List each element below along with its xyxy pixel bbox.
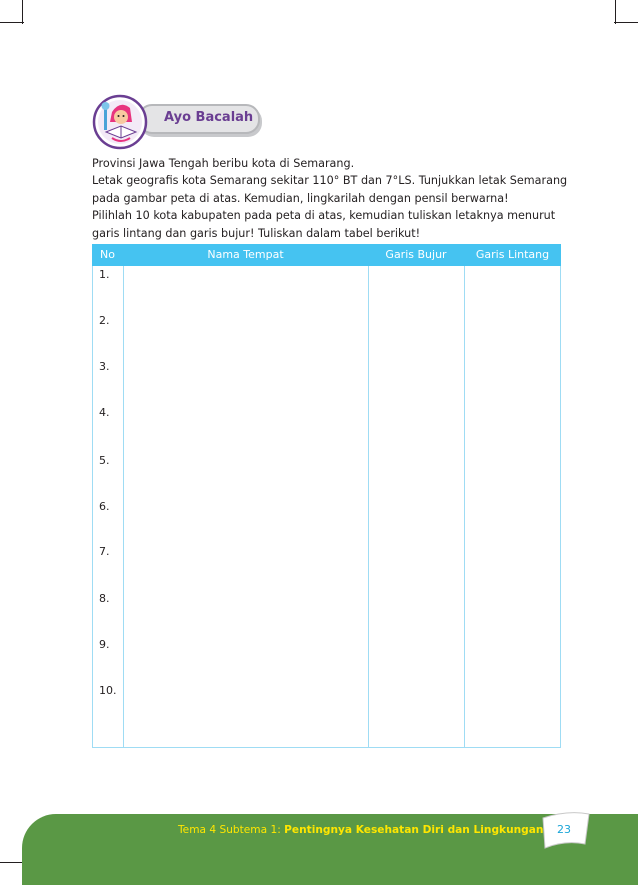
paragraph-line: pada gambar peta di atas. Kemudian, lingkarilah dengan pensil berwarna! — [92, 191, 509, 205]
row-number: 2. — [99, 314, 110, 327]
row-number: 7. — [99, 545, 110, 558]
row-number: 10. — [99, 684, 117, 697]
paragraph-line: Pilihlah 10 kota kabupaten pada peta di atas, kemudian tuliskan letaknya menurut — [92, 209, 556, 223]
footer-title: Pentingnya Kesehatan Diri dan Lingkungan — [284, 824, 544, 836]
row-number: 3. — [99, 360, 110, 373]
header-garis-lintang: Garis Lintang — [475, 248, 550, 261]
table-header — [92, 244, 561, 266]
coordinates-table — [92, 244, 561, 748]
crop-mark — [0, 22, 24, 23]
crop-mark — [0, 862, 24, 863]
row-number: 6. — [99, 500, 110, 513]
footer-caption — [178, 824, 543, 836]
row-number: 5. — [99, 454, 110, 467]
section-badge — [90, 92, 265, 152]
column-divider — [123, 266, 124, 747]
page-number: 23 — [557, 823, 571, 836]
header-no: No — [100, 248, 115, 261]
header-nama-tempat: Nama Tempat — [207, 248, 284, 261]
footer-prefix: Tema 4 Subtema 1: — [178, 824, 285, 836]
column-divider — [368, 266, 369, 747]
crop-mark — [615, 0, 616, 24]
crop-mark — [614, 22, 638, 23]
header-garis-bujur: Garis Bujur — [385, 248, 447, 261]
column-divider — [464, 266, 465, 747]
row-number: 4. — [99, 406, 110, 419]
paragraph-line: Provinsi Jawa Tengah beribu kota di Semarang. — [92, 157, 355, 170]
badge-label: Ayo Bacalah — [164, 110, 254, 125]
row-number: 1. — [99, 268, 110, 281]
row-number: 9. — [99, 638, 110, 651]
instruction-paragraph — [92, 155, 568, 242]
crop-mark — [22, 0, 23, 24]
reading-child-icon — [90, 92, 154, 152]
table-body — [92, 266, 561, 748]
paragraph-line: garis lintang dan garis bujur! Tuliskan dalam tabel berikut! — [92, 226, 421, 240]
row-number: 8. — [99, 592, 110, 605]
paragraph-line: Letak geografis kota Semarang sekitar 110° BT dan 7°LS. Tunjukkan letak Semarang — [92, 174, 568, 188]
